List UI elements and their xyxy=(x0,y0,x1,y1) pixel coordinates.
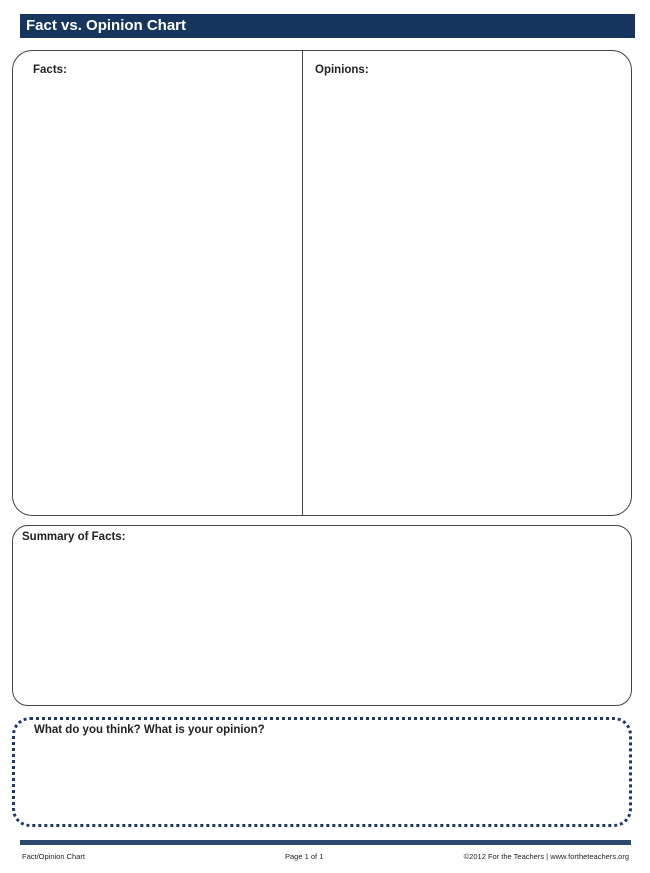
footer-bar xyxy=(20,840,631,845)
opinion-label: What do you think? What is your opinion? xyxy=(34,724,265,736)
fact-opinion-box xyxy=(12,50,632,516)
footer-copyright: ©2012 For the Teachers | www.fortheteachers.org xyxy=(463,852,629,861)
page-title: Fact vs. Opinion Chart xyxy=(20,14,635,38)
opinions-label: Opinions: xyxy=(315,64,369,76)
footer-left: Fact/Opinion Chart xyxy=(22,852,85,861)
facts-label: Facts: xyxy=(33,64,67,76)
summary-box xyxy=(12,525,632,706)
column-divider xyxy=(302,50,303,516)
summary-label: Summary of Facts: xyxy=(22,531,126,543)
footer-page: Page 1 of 1 xyxy=(285,852,324,861)
